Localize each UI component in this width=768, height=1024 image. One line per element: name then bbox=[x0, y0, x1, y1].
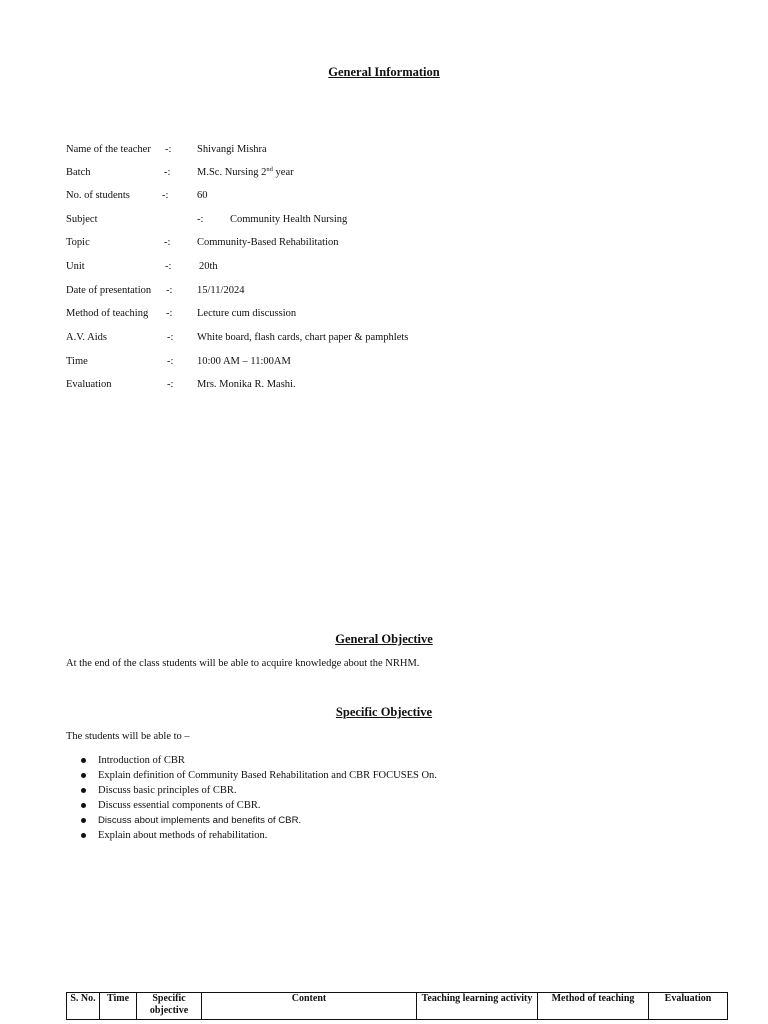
bullet-icon bbox=[81, 818, 86, 823]
info-value: Community Health Nursing bbox=[230, 214, 348, 225]
bullet-icon bbox=[81, 833, 86, 838]
info-value: Community-Based Rehabilitation bbox=[197, 237, 339, 248]
info-label: A.V. Aids bbox=[66, 332, 107, 343]
info-value-after: year bbox=[272, 167, 294, 178]
bullet-icon bbox=[81, 803, 86, 808]
info-label: Date of presentation bbox=[66, 285, 152, 296]
bullet-icon bbox=[81, 758, 86, 763]
info-value-main: M.Sc. Nursing 2 bbox=[197, 167, 267, 178]
specific-objective-heading: Specific Objective bbox=[335, 705, 433, 719]
info-label: Name of the teacher bbox=[66, 144, 151, 155]
header-time: Time bbox=[100, 993, 137, 1020]
general-information-heading: General Information bbox=[328, 65, 440, 79]
info-row-students bbox=[66, 188, 706, 204]
info-row-subject bbox=[66, 212, 706, 228]
header-s-no: S. No. bbox=[67, 993, 100, 1020]
info-value: 60 bbox=[197, 190, 208, 201]
info-separator: -: bbox=[167, 379, 174, 390]
bullet-icon bbox=[81, 788, 86, 793]
info-label: Evaluation bbox=[66, 379, 112, 390]
list-item: Discuss about implements and benefits of CBR. bbox=[66, 813, 437, 828]
info-value: 15/11/2024 bbox=[197, 285, 245, 296]
header-method-of-teaching: Method of teaching bbox=[538, 993, 649, 1020]
general-objective-text: At the end of the class students will be able to acquire knowledge about the NRHM. bbox=[66, 658, 420, 669]
header-specific-objective: Specific objective bbox=[137, 993, 202, 1020]
info-row-av-aids bbox=[66, 330, 706, 346]
info-row-evaluation bbox=[66, 377, 706, 393]
info-separator: -: bbox=[162, 190, 169, 201]
info-row-batch bbox=[66, 165, 706, 181]
list-item: Introduction of CBR bbox=[66, 753, 437, 768]
info-value: White board, flash cards, chart paper & pamphlets bbox=[197, 332, 409, 343]
info-row-topic bbox=[66, 235, 706, 251]
info-label: Unit bbox=[66, 261, 85, 272]
table-header-row bbox=[67, 993, 728, 1020]
info-separator: -: bbox=[167, 356, 174, 367]
info-value: 10:00 AM – 11:00AM bbox=[197, 356, 291, 367]
info-separator: -: bbox=[197, 214, 204, 225]
bullet-icon bbox=[81, 773, 86, 778]
header-content: Content bbox=[202, 993, 417, 1020]
info-value bbox=[197, 165, 294, 181]
info-row-date bbox=[66, 283, 706, 299]
info-label: Topic bbox=[66, 237, 90, 248]
list-item: Discuss essential components of CBR. bbox=[66, 798, 437, 813]
lesson-plan-table bbox=[66, 992, 728, 1020]
info-label: Subject bbox=[66, 214, 98, 225]
specific-objective-list bbox=[66, 753, 437, 843]
info-value: Lecture cum discussion bbox=[197, 308, 297, 319]
info-value: 20th bbox=[199, 261, 218, 272]
info-separator: -: bbox=[166, 285, 173, 296]
info-label: Method of teaching bbox=[66, 308, 149, 319]
info-separator: -: bbox=[166, 308, 173, 319]
info-separator: -: bbox=[164, 237, 171, 248]
info-value: Shivangi Mishra bbox=[197, 144, 267, 155]
list-item: Discuss basic principles of CBR. bbox=[66, 783, 437, 798]
info-separator: -: bbox=[164, 167, 171, 178]
general-objective-heading: General Objective bbox=[335, 632, 433, 646]
list-item: Explain about methods of rehabilitation. bbox=[66, 828, 437, 843]
header-evaluation: Evaluation bbox=[649, 993, 728, 1020]
list-item: Explain definition of Community Based Rehabilitation and CBR FOCUSES On. bbox=[66, 768, 437, 783]
info-separator: -: bbox=[165, 144, 172, 155]
info-separator: -: bbox=[165, 261, 172, 272]
header-teaching-learning-activity: Teaching learning activity bbox=[417, 993, 538, 1020]
info-row-time bbox=[66, 354, 706, 370]
info-row-method bbox=[66, 306, 706, 322]
info-label: No. of students bbox=[66, 190, 130, 201]
info-value: Mrs. Monika R. Mashi. bbox=[197, 379, 296, 390]
info-value-sup: nd bbox=[266, 166, 273, 173]
info-label: Batch bbox=[66, 167, 91, 178]
info-separator: -: bbox=[167, 332, 174, 343]
info-row-unit bbox=[66, 259, 706, 275]
info-label: Time bbox=[66, 356, 88, 367]
specific-objective-intro: The students will be able to – bbox=[66, 731, 190, 742]
info-row-teacher bbox=[66, 142, 706, 158]
